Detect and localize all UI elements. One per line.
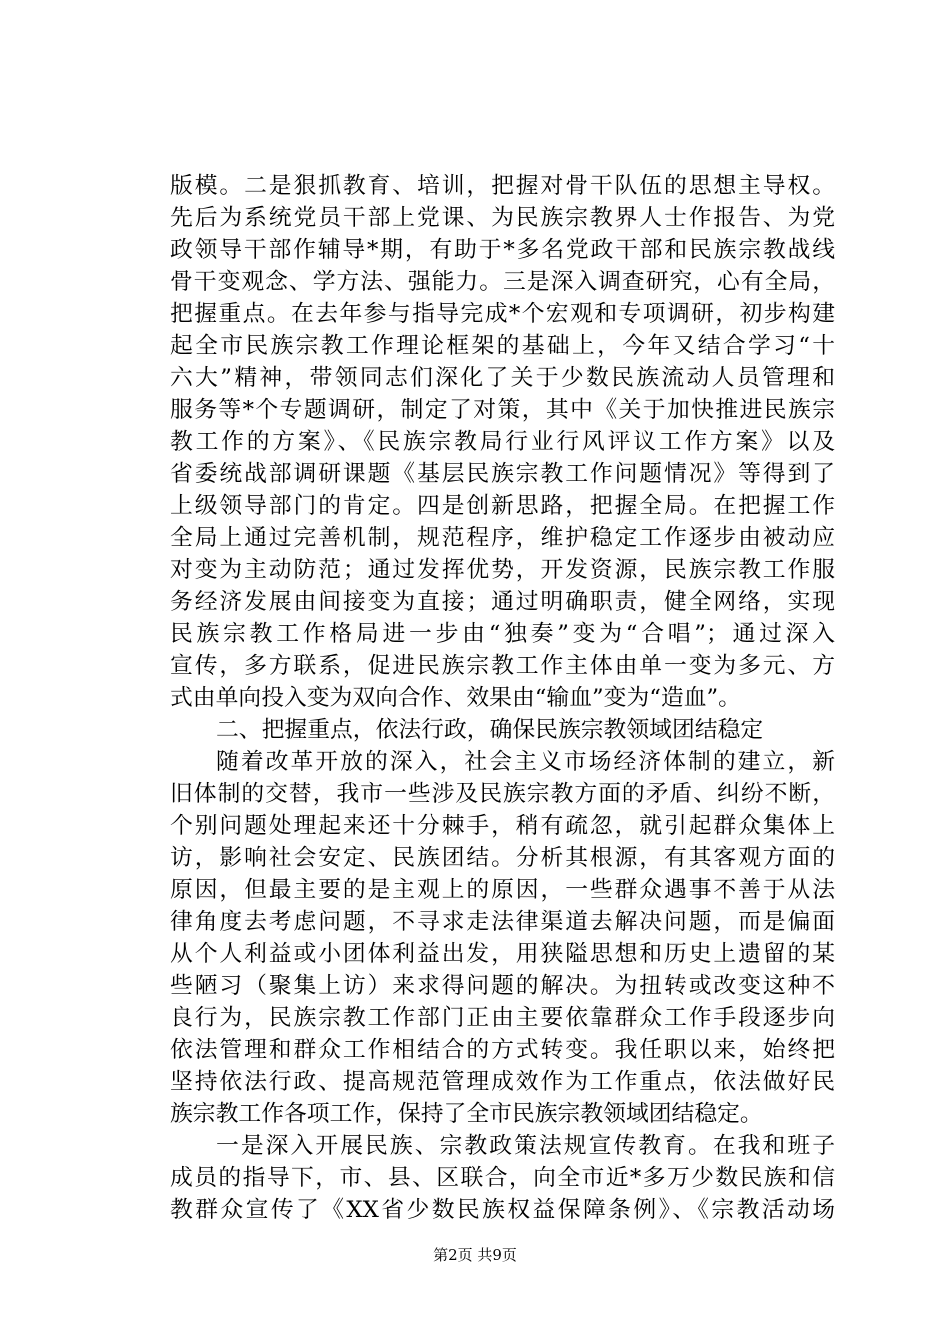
text-line: 六大”精神，带领同志们深化了关于少数民族流动人员管理和 — [170, 365, 835, 391]
text-line: 个别问题处理起来还十分棘手，稍有疏忽，就引起群众集体上 — [170, 813, 835, 839]
text-line: 宣传，多方联系，促进民族宗教工作主体由单一变为多元、方 — [170, 653, 835, 679]
text-line: 原因，但最主要的是主观上的原因，一些群众遇事不善于从法 — [170, 877, 835, 903]
body-text — [170, 170, 835, 1226]
text-line: 良行为，民族宗教工作部门正由主要依靠群众工作手段逐步向 — [170, 1005, 835, 1031]
text-line: 对变为主动防范；通过发挥优势，开发资源，民族宗教工作服 — [170, 557, 835, 583]
text-line: 骨干变观念、学方法、强能力。三是深入调查研究，心有全局， — [170, 269, 835, 295]
text-line: 律角度去考虑问题，不寻求走法律渠道去解决问题，而是偏面 — [170, 909, 835, 935]
text-line: 访，影响社会安定、民族团结。分析其根源，有其客观方面的 — [170, 845, 835, 871]
text-line: 起全市民族宗教工作理论框架的基础上，今年又结合学习“十 — [170, 333, 835, 359]
text-line: 上级领导部门的肯定。四是创新思路，把握全局。在把握工作 — [170, 493, 835, 519]
text-line: 坚持依法行政、提高规范管理成效作为工作重点，依法做好民 — [170, 1069, 835, 1095]
text-line: 版模。二是狠抓教育、培训，把握对骨干队伍的思想主导权。 — [170, 173, 835, 199]
text-line: 旧体制的交替，我市一些涉及民族宗教方面的矛盾、纠纷不断， — [170, 781, 835, 807]
text-line: 服务等*个专题调研，制定了对策，其中《关于加快推进民族宗 — [170, 397, 835, 423]
text-line: 教工作的方案》、《民族宗教局行业行风评议工作方案》以及 — [170, 429, 835, 455]
text-line: 教群众宣传了《XX省少数民族权益保障条例》、《宗教活动场 — [170, 1197, 835, 1223]
text-line: 依法管理和群众工作相结合的方式转变。我任职以来，始终把 — [170, 1037, 835, 1063]
page-footer: 第2页 共9页 — [433, 1246, 517, 1264]
text-line: 务经济发展由间接变为直接；通过明确职责，健全网络，实现 — [170, 589, 835, 615]
text-line: 先后为系统党员干部上党课、为民族宗教界人士作报告、为党 — [170, 205, 835, 231]
text-line: 把握重点。在去年参与指导完成*个宏观和专项调研，初步构建 — [170, 301, 835, 327]
text-line: 族宗教工作各项工作，保持了全市民族宗教领域团结稳定。 — [170, 1101, 763, 1127]
section-heading: 二、把握重点，依法行政，确保民族宗教领域团结稳定 — [216, 717, 764, 743]
text-line: 些陋习（聚集上访）来求得问题的解决。为扭转或改变这种不 — [170, 973, 835, 999]
text-line: 民族宗教工作格局进一步由“独奏”变为“合唱”；通过深入 — [170, 621, 835, 647]
text-line: 随着改革开放的深入，社会主义市场经济体制的建立，新 — [216, 749, 835, 775]
text-line: 全局上通过完善机制，规范程序，维护稳定工作逐步由被动应 — [170, 525, 835, 551]
text-line: 一是深入开展民族、宗教政策法规宣传教育。在我和班子 — [216, 1133, 835, 1159]
text-line: 省委统战部调研课题《基层民族宗教工作问题情况》等得到了 — [170, 461, 835, 487]
text-line: 政领导干部作辅导*期，有助于*多名党政干部和民族宗教战线 — [170, 237, 835, 263]
text-line: 成员的指导下，市、县、区联合，向全市近*多万少数民族和信 — [170, 1165, 835, 1191]
text-line: 式由单向投入变为双向合作、效果由“输血”变为“造血”。 — [170, 685, 741, 711]
text-line: 从个人利益或小团体利益出发，用狭隘思想和历史上遗留的某 — [170, 941, 835, 967]
